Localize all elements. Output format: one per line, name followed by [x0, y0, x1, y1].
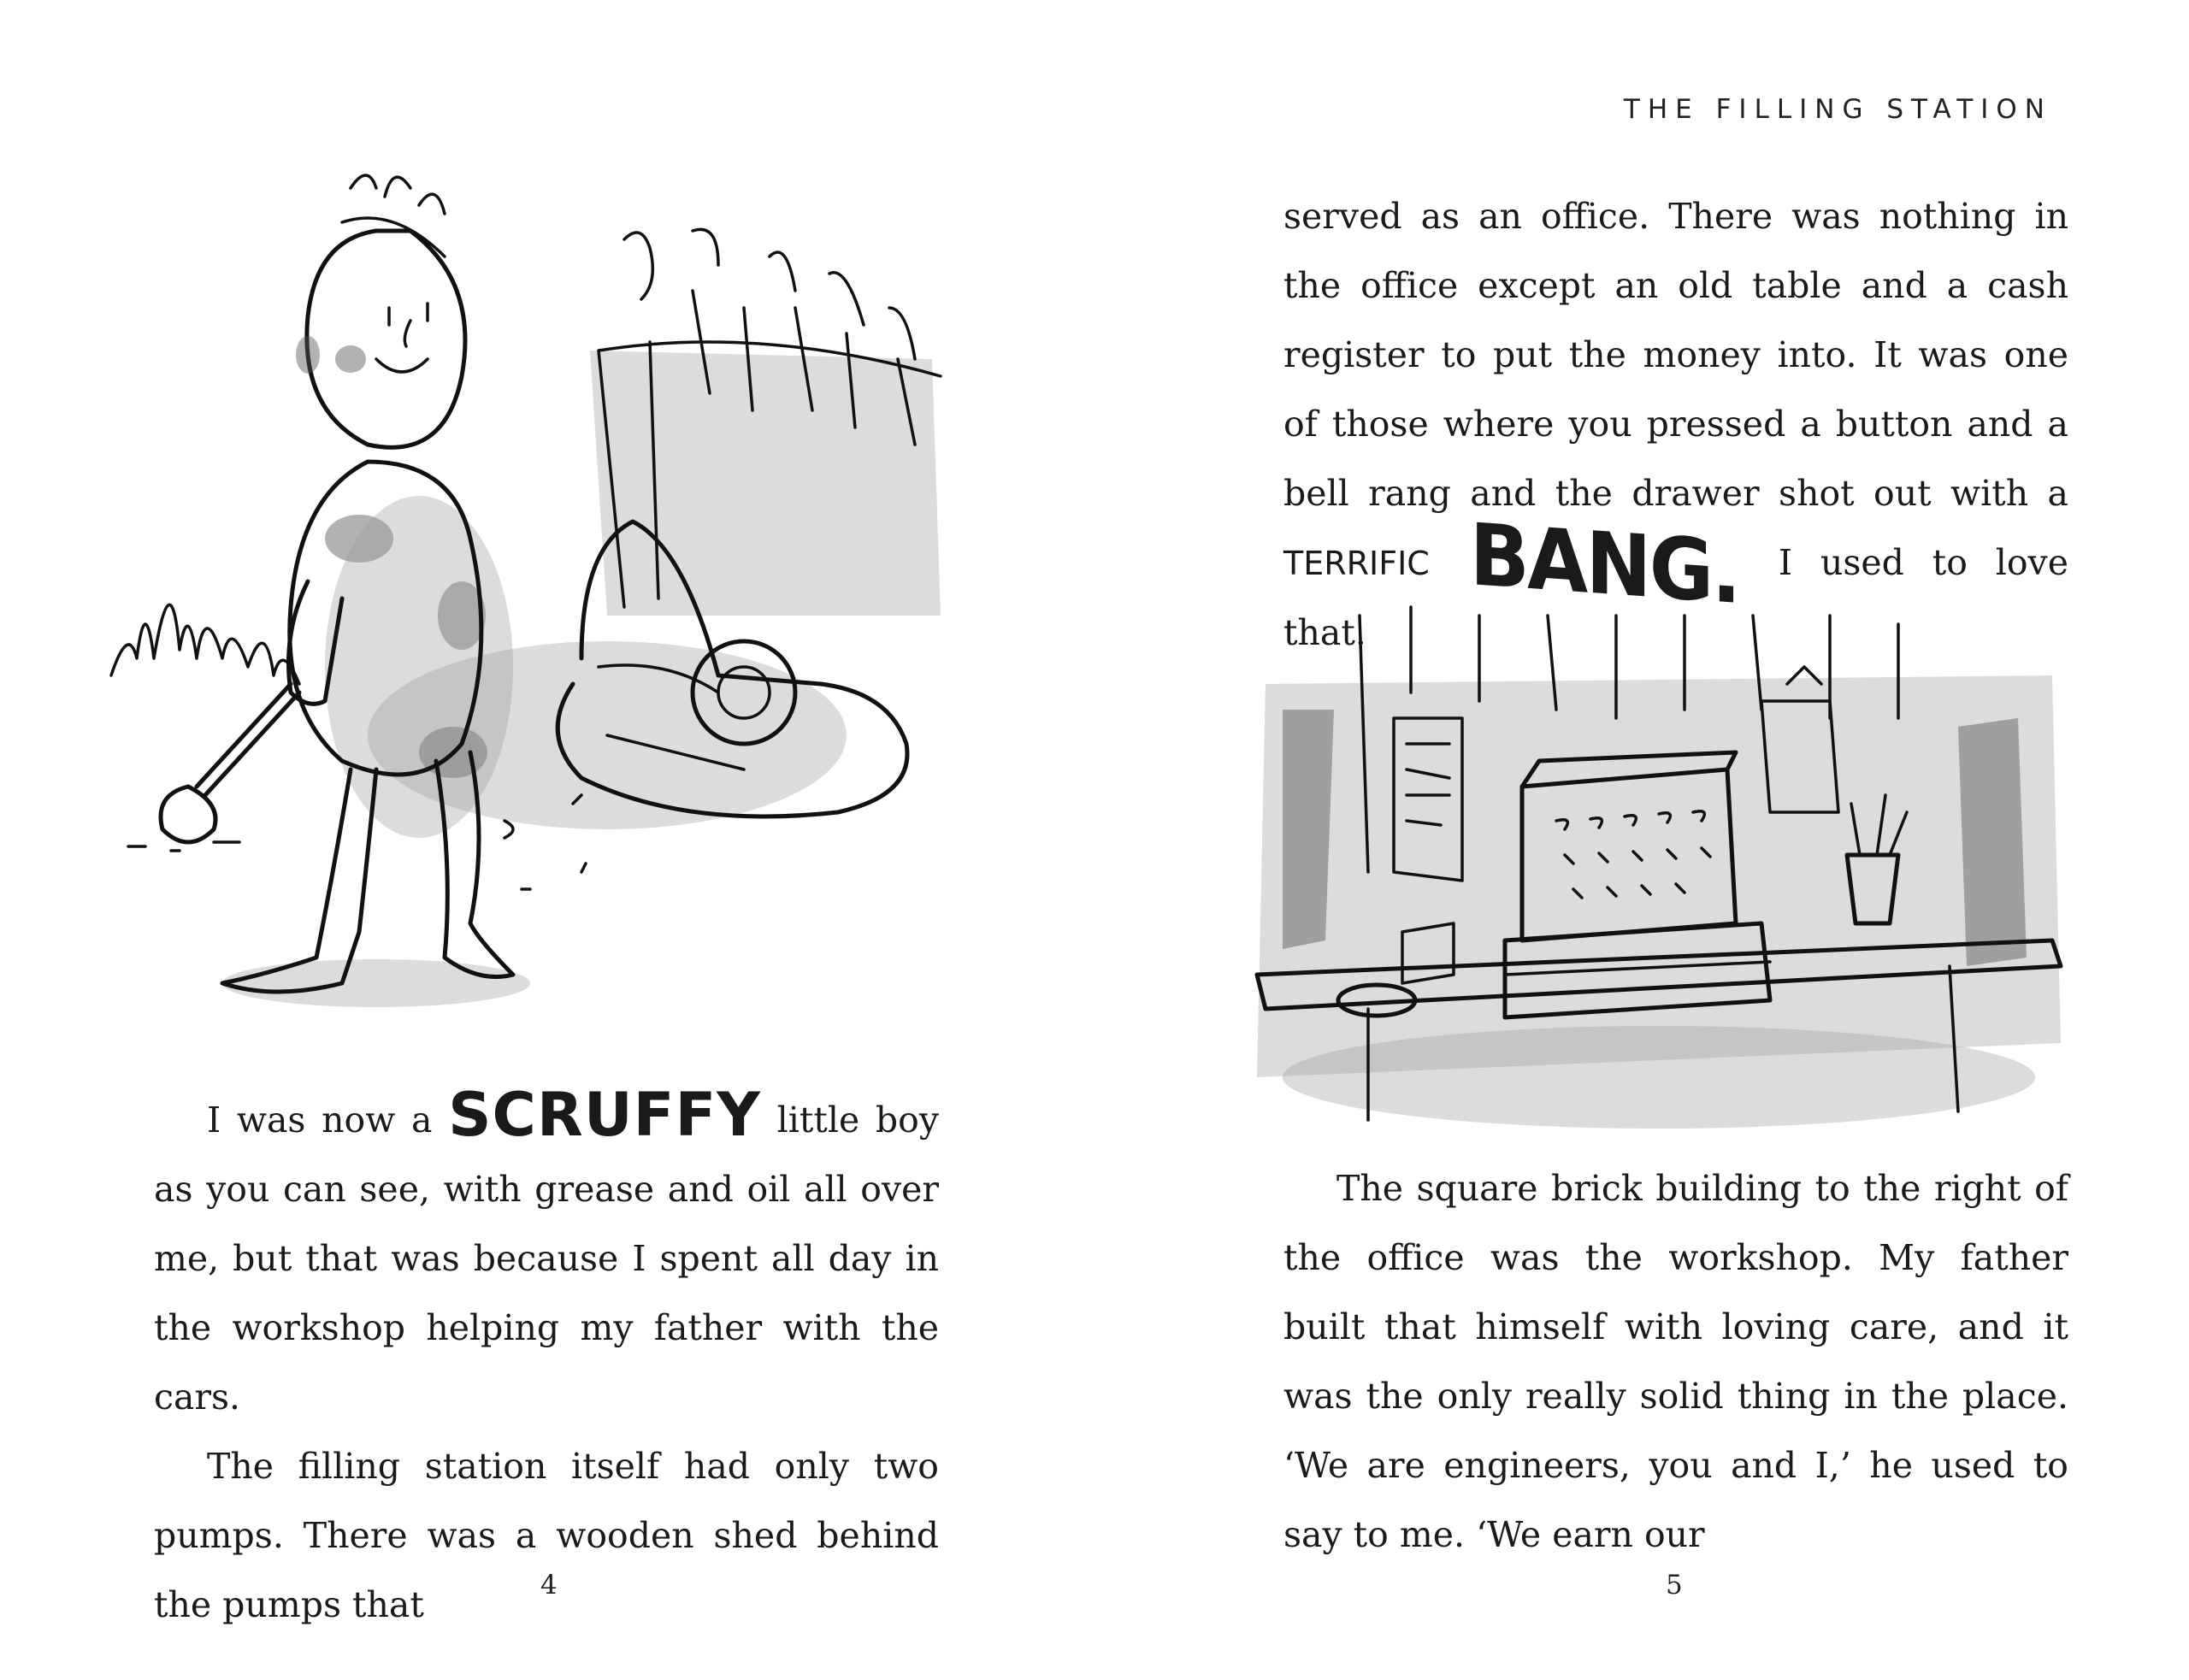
paragraph-1-before: I was now a [207, 1099, 433, 1141]
left-page [0, 0, 1094, 1680]
right-paragraph-1 [1283, 182, 2068, 668]
paragraph-1-text: served as an office. There was nothing in the office except an old table and a cash register to put the money into. It was one of those where you pressed a button and a bell rang and the drawer shot out with a [1283, 196, 2068, 514]
cash-register-illustration [1248, 598, 2069, 1146]
right-bottom-text [1283, 1154, 2068, 1570]
terrific-emphasis: TERRIFIC [1283, 545, 1430, 582]
right-page [1094, 0, 2189, 1680]
paragraph-1-after: I used to love that. [1283, 542, 2068, 653]
left-paragraph-2: The filling station itself had only two pumps. There was a wooden shed behind the pumps that [154, 1446, 939, 1625]
boy-with-spanner-illustration [94, 137, 1009, 1035]
running-head: THE FILLING STATION [1623, 94, 2052, 125]
left-body-text [154, 1080, 939, 1640]
bang-emphasis: BANG. [1469, 504, 1739, 624]
scruffy-emphasis: SCRUFFY [448, 1080, 761, 1150]
right-top-text [1283, 182, 2068, 668]
page-number-right: 5 [1666, 1570, 1683, 1600]
page-number-left: 4 [540, 1570, 558, 1600]
paragraph-1-after: little boy as you can see, with grease and oil all over me, but that was because I spent all day in the workshop helping my father with the cars. [154, 1099, 939, 1418]
right-paragraph-2: The square brick building to the right of the office was the workshop. My father built that himself with loving care, and it was the only really solid thing in the place. ‘We are engineers, you and I,’ he used to say to me. ‘We earn our [1283, 1168, 2068, 1555]
left-paragraph-1 [154, 1080, 939, 1432]
